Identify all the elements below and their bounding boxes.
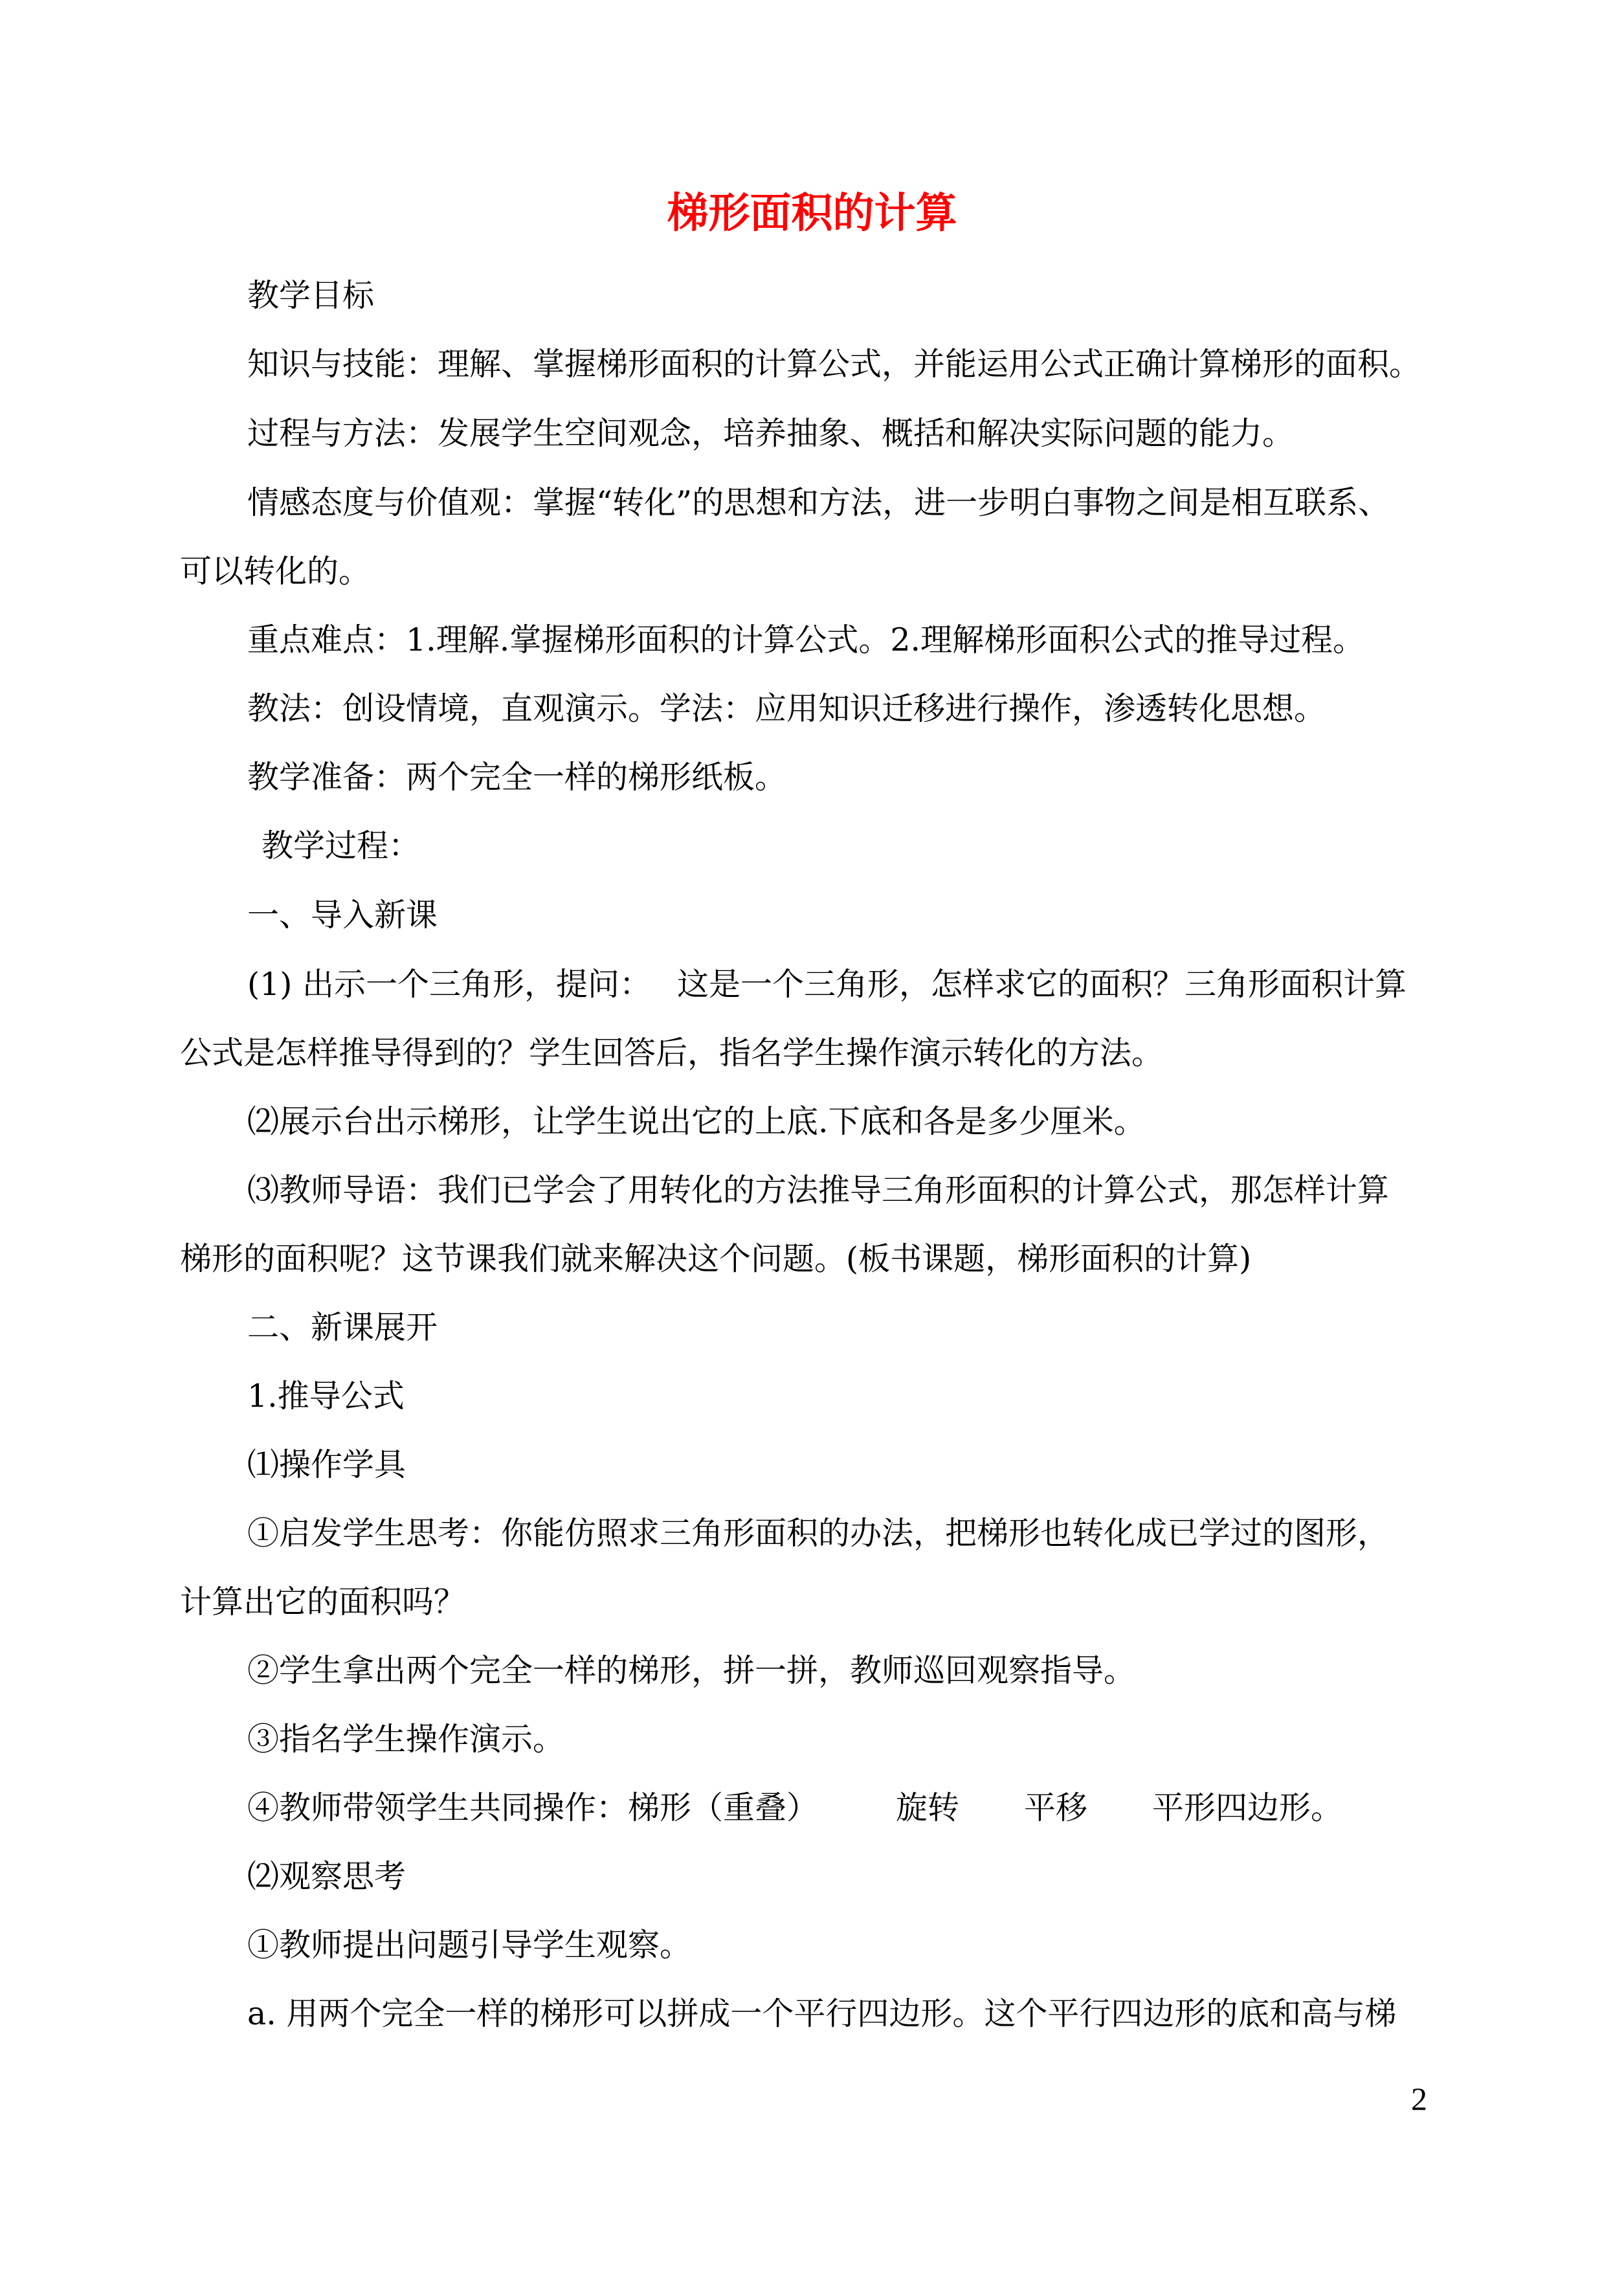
paragraph-process: 过程与方法：发展学生空间观念，培养抽象、概括和解决实际问题的能力。 — [247, 415, 1295, 452]
goals-heading: 教学目标 — [247, 277, 375, 314]
item1-line1-part-a: (1) 出示一个三角形，提问： — [247, 966, 651, 1003]
paragraph-key-points: 重点难点：1.理解.掌握梯形面积的计算公式。2.理解梯形面积公式的推导过程。 — [247, 621, 1365, 658]
item3-line1: ⑶教师导语：我们已学会了用转化的方法推导三角形面积的计算公式，那怎样计算 — [247, 1172, 1390, 1209]
step3: ③指名学生操作演示。 — [247, 1721, 565, 1758]
step2: ②学生拿出两个完全一样的梯形，拼一拼，教师巡回观察指导。 — [247, 1652, 1136, 1689]
paragraph-emotion-line1: 情感态度与价值观：掌握“转化”的思想和方法，进一步明白事物之间是相互联系、 — [247, 484, 1390, 521]
step1-line2: 计算出它的面积吗？ — [180, 1583, 466, 1620]
step4-part-a: ④教师带领学生共同操作：梯形（重叠） — [247, 1789, 819, 1826]
subheading-derive-formula: 1.推导公式 — [247, 1378, 405, 1415]
item1-line1-part-b: 这是一个三角形，怎样求它的面积？三角形面积计算 — [677, 966, 1407, 1003]
step4 — [247, 1788, 1342, 1828]
step4-part-c: 平移 — [1024, 1789, 1088, 1826]
item3-line2: 梯形的面积呢？这节课我们就来解决这个问题。(板书课题，梯形面积的计算) — [180, 1240, 1252, 1277]
paragraph-knowledge: 知识与技能：理解、掌握梯形面积的计算公式，并能运用公式正确计算梯形的面积。 — [247, 346, 1421, 383]
process-heading: 教学过程： — [261, 827, 421, 864]
section-heading-1: 一、导入新课 — [247, 897, 438, 934]
document-title: 梯形面积的计算 — [667, 189, 957, 238]
subheading-operate-tools: ⑴操作学具 — [247, 1446, 406, 1483]
subheading-observe-think: ⑵观察思考 — [247, 1858, 406, 1895]
observation-a: a. 用两个完全一样的梯形可以拼成一个平行四边形。这个平行四边形的底和高与梯 — [247, 1995, 1397, 2032]
paragraph-methods: 教法：创设情境，直观演示。学法：应用知识迁移进行操作，渗透转化思想。 — [247, 690, 1326, 727]
item2: ⑵展示台出示梯形，让学生说出它的上底.下底和各是多少厘米。 — [247, 1103, 1146, 1140]
observation-1: ①教师提出问题引导学生观察。 — [247, 1927, 692, 1963]
step4-part-b: 旋转 — [896, 1789, 960, 1826]
page-number: 2 — [1411, 2081, 1427, 2117]
paragraph-emotion-line2: 可以转化的。 — [180, 553, 371, 590]
paragraph-preparation: 教学准备：两个完全一样的梯形纸板。 — [247, 759, 787, 796]
item1-line1 — [247, 965, 1407, 1005]
step1-line1: ①启发学生思考：你能仿照求三角形面积的办法，把梯形也转化成已学过的图形， — [247, 1515, 1390, 1552]
section-heading-2: 二、新课展开 — [247, 1309, 438, 1346]
step4-part-d: 平形四边形。 — [1152, 1789, 1343, 1826]
item1-line2: 公式是怎样推导得到的？学生回答后，指名学生操作演示转化的方法。 — [180, 1035, 1164, 1071]
